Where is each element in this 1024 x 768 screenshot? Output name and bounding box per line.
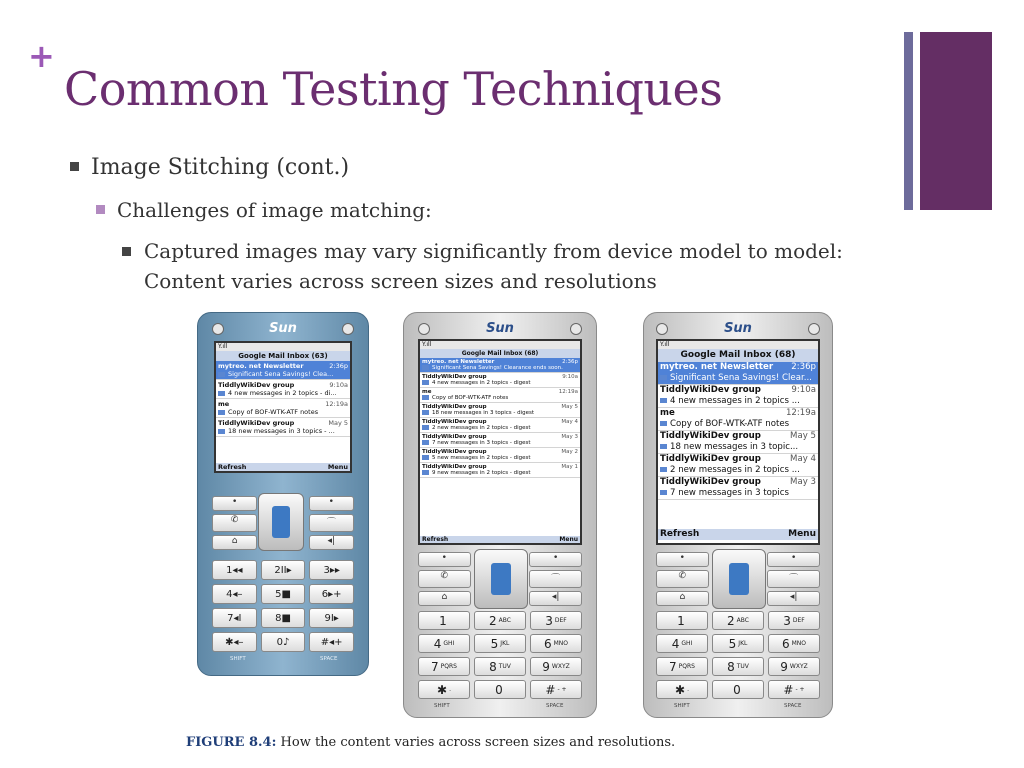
- mail-icon: [422, 455, 429, 460]
- message-time: 9:10a: [562, 374, 578, 380]
- key-digit: 3: [545, 613, 553, 628]
- keypad-key[interactable]: [768, 634, 820, 653]
- message-preview: [422, 395, 578, 401]
- message-list: [658, 362, 818, 500]
- nav-key[interactable]: ◂|: [529, 591, 582, 606]
- phone-screen: [656, 339, 820, 545]
- menu-softkey[interactable]: Menu: [788, 529, 816, 539]
- keypad-key[interactable]: [474, 680, 526, 699]
- key-digit: 2: [489, 613, 497, 628]
- message-time: May 3: [790, 477, 816, 487]
- phone-screen: [418, 339, 582, 545]
- key-digit: 5: [490, 636, 499, 651]
- keypad-key[interactable]: [530, 680, 582, 699]
- bullet-square-icon: [70, 162, 79, 171]
- message-header: [218, 381, 348, 389]
- key-digit: 7: [431, 659, 439, 674]
- nav-key[interactable]: •: [767, 552, 820, 567]
- keypad-key[interactable]: [768, 611, 820, 630]
- phone-screen: [214, 341, 352, 473]
- nav-key[interactable]: ◂|: [767, 591, 820, 606]
- message-header: [660, 431, 816, 442]
- message-sender: TiddlyWikiDev group: [422, 449, 487, 455]
- refresh-softkey[interactable]: Refresh: [422, 536, 449, 543]
- message-snippet: Significant Sena Savings! Clea...: [228, 370, 334, 378]
- message-row[interactable]: [216, 418, 350, 437]
- key-letters: GHI: [681, 640, 693, 647]
- keypad-key[interactable]: [418, 680, 470, 699]
- mail-icon: [660, 421, 667, 426]
- mail-icon: [660, 490, 667, 495]
- key-digit: ✱: [437, 682, 448, 697]
- key-letters: TUV: [736, 663, 749, 670]
- nav-key[interactable]: ✆: [656, 570, 709, 588]
- message-preview: [660, 442, 816, 453]
- message-sender: TiddlyWikiDev group: [422, 464, 487, 470]
- message-time: 9:10a: [329, 381, 348, 389]
- bullet-text: Image Stitching (cont.): [91, 155, 350, 180]
- key-letters: ABC: [498, 617, 511, 624]
- message-time: 9:10a: [791, 385, 816, 395]
- key-digit: 4: [433, 636, 442, 651]
- key-letters: GHI: [443, 640, 455, 647]
- shift-label: SHIFT: [230, 656, 246, 662]
- message-time: 12:19a: [558, 389, 578, 395]
- keypad-key[interactable]: 9I▸: [309, 608, 354, 628]
- message-time: 2:36p: [562, 359, 578, 365]
- message-snippet: 4 new messages in 2 topics - di...: [228, 389, 337, 397]
- message-sender: TiddlyWikiDev group: [218, 381, 295, 389]
- power-icon: [808, 323, 820, 335]
- mail-icon: [422, 440, 429, 445]
- signal-icon: Y.ıll: [216, 343, 350, 351]
- keypad-key[interactable]: [712, 634, 764, 653]
- key-letters: DEF: [792, 617, 805, 624]
- key-letters: DEF: [554, 617, 567, 624]
- message-header: [660, 408, 816, 419]
- message-row[interactable]: [658, 408, 818, 431]
- keypad-key[interactable]: [474, 611, 526, 630]
- keypad-key[interactable]: 5■: [261, 584, 306, 604]
- message-preview: [422, 455, 578, 461]
- message-time: May 5: [328, 419, 348, 427]
- message-preview: [422, 440, 578, 446]
- message-row[interactable]: [420, 433, 580, 448]
- message-snippet: 7 new messages in 3 topics: [670, 488, 789, 498]
- keypad-key[interactable]: [768, 680, 820, 699]
- keypad-key[interactable]: [530, 634, 582, 653]
- message-preview: [660, 419, 816, 430]
- key-letters: WXYZ: [789, 663, 808, 670]
- message-row[interactable]: [420, 418, 580, 433]
- nav-key[interactable]: •: [529, 552, 582, 567]
- key-digit: ✱: [675, 682, 686, 697]
- keypad-key[interactable]: 1◂◂: [212, 560, 257, 580]
- figure-caption-text: How the content varies across screen sizes and resolutions.: [276, 735, 676, 750]
- message-row[interactable]: [216, 361, 350, 380]
- phone-medium-screen: [403, 312, 597, 718]
- slide-title: Common Testing Techniques: [64, 62, 723, 116]
- message-sender: mytreo. net Newsletter: [660, 362, 774, 372]
- message-row[interactable]: [658, 431, 818, 454]
- keypad-key[interactable]: [712, 657, 764, 676]
- key-letters: ABC: [736, 617, 749, 624]
- message-preview: [660, 396, 816, 407]
- sun-logo: Sun: [724, 321, 752, 336]
- mail-icon: [660, 467, 667, 472]
- keypad-key[interactable]: [474, 657, 526, 676]
- key-letters: JKL: [500, 640, 510, 647]
- key-digit: 1: [439, 613, 447, 628]
- keypad-key[interactable]: 3▸▸: [309, 560, 354, 580]
- keypad-key[interactable]: 6▸+: [309, 584, 354, 604]
- phone-small-screen: [197, 312, 369, 676]
- message-preview: [422, 410, 578, 416]
- mail-icon: [422, 425, 429, 430]
- nav-key[interactable]: •: [418, 552, 471, 567]
- message-time: May 1: [561, 464, 578, 470]
- nav-key[interactable]: ◂|: [309, 535, 354, 550]
- message-snippet: 4 new messages in 2 topics ...: [670, 396, 800, 406]
- power-icon: [570, 323, 582, 335]
- key-digit: 4: [671, 636, 680, 651]
- power-icon: [342, 323, 354, 335]
- softkey-bar: [420, 536, 580, 543]
- accent-bar-thin: [904, 32, 913, 210]
- message-time: May 4: [790, 454, 816, 464]
- message-row[interactable]: [420, 388, 580, 403]
- message-header: [660, 477, 816, 488]
- message-preview: [218, 427, 348, 435]
- keypad-key[interactable]: 7◂I: [212, 608, 257, 628]
- keypad-key[interactable]: [768, 657, 820, 676]
- accent-bar-thick: [920, 32, 992, 210]
- message-row[interactable]: [420, 448, 580, 463]
- refresh-softkey[interactable]: Refresh: [218, 463, 247, 471]
- key-digit: #: [783, 682, 794, 697]
- message-time: May 3: [561, 434, 578, 440]
- shift-label: SHIFT: [674, 703, 690, 709]
- key-letters: PQRS: [440, 663, 457, 670]
- keypad-key[interactable]: [656, 680, 708, 699]
- message-preview: [422, 425, 578, 431]
- message-row[interactable]: [420, 463, 580, 478]
- keypad-key[interactable]: [530, 611, 582, 630]
- signal-icon: Y.ıll: [658, 341, 818, 349]
- key-digit: 5: [728, 636, 737, 651]
- nav-key[interactable]: ✆: [212, 514, 257, 532]
- bullet-text: Captured images may vary significantly from device model to model: Content varies across screen sizes and resolutions: [144, 239, 843, 293]
- message-snippet: 2 new messages in 2 topics ...: [670, 465, 800, 475]
- key-digit: 8: [727, 659, 735, 674]
- nav-key[interactable]: •: [212, 496, 257, 511]
- keypad-key[interactable]: [656, 657, 708, 676]
- key-letters: - +: [557, 686, 567, 693]
- message-header: [218, 362, 348, 370]
- message-time: 12:19a: [325, 400, 348, 408]
- space-label: SPACE: [320, 656, 338, 662]
- message-time: May 2: [561, 449, 578, 455]
- keypad-key[interactable]: 2II▸: [261, 560, 306, 580]
- message-sender: TiddlyWikiDev group: [660, 477, 761, 487]
- mail-icon: [422, 410, 429, 415]
- bullet-level-3: [122, 236, 882, 296]
- mail-icon: [660, 375, 667, 380]
- keypad-key[interactable]: 0♪: [261, 632, 306, 652]
- keypad-key[interactable]: [712, 680, 764, 699]
- message-snippet: 18 new messages in 3 topic...: [670, 442, 799, 452]
- key-digit: 9: [780, 659, 788, 674]
- mail-icon: [218, 372, 225, 377]
- message-header: [660, 362, 816, 373]
- mail-icon: [422, 470, 429, 475]
- nav-key[interactable]: ⌂: [212, 535, 257, 550]
- key-digit: 2: [727, 613, 735, 628]
- refresh-softkey[interactable]: Refresh: [660, 529, 700, 539]
- message-snippet: Significant Sena Savings! Clearance ends soon.: [432, 365, 563, 371]
- message-header: [218, 419, 348, 427]
- message-header: [218, 400, 348, 408]
- nav-key[interactable]: ⌒: [529, 570, 582, 588]
- shift-label: SHIFT: [434, 703, 450, 709]
- keypad-key[interactable]: #◂+: [309, 632, 354, 652]
- key-digit: 8: [489, 659, 497, 674]
- keypad-key[interactable]: [418, 657, 470, 676]
- message-header: [660, 385, 816, 396]
- message-time: May 5: [561, 404, 578, 410]
- keypad-key[interactable]: [418, 634, 470, 653]
- message-snippet: 4 new messages in 2 topics - digest: [432, 380, 531, 386]
- message-preview: [422, 380, 578, 386]
- key-digit: 3: [783, 613, 791, 628]
- key-digit: 0: [495, 682, 503, 697]
- message-list: [216, 361, 350, 437]
- keypad-key[interactable]: [656, 611, 708, 630]
- message-preview: [660, 465, 816, 476]
- message-sender: TiddlyWikiDev group: [660, 431, 761, 441]
- menu-softkey[interactable]: Menu: [559, 536, 578, 543]
- key-digit: 9: [542, 659, 550, 674]
- message-sender: TiddlyWikiDev group: [422, 404, 487, 410]
- dpad[interactable]: [258, 493, 304, 551]
- message-time: 12:19a: [785, 408, 816, 418]
- nav-key[interactable]: •: [656, 552, 709, 567]
- message-sender: mytreo. net Newsletter: [422, 359, 495, 365]
- keypad-key[interactable]: [712, 611, 764, 630]
- message-time: 2:36p: [329, 362, 348, 370]
- message-sender: mytreo. net Newsletter: [218, 362, 304, 370]
- message-preview: [218, 370, 348, 378]
- key-letters: JKL: [738, 640, 748, 647]
- nav-key[interactable]: ⌒: [767, 570, 820, 588]
- message-preview: [218, 408, 348, 416]
- message-snippet: Copy of BOF-WTK-ATF notes: [228, 408, 319, 416]
- inbox-title: Google Mail Inbox (68): [658, 349, 818, 362]
- message-sender: TiddlyWikiDev group: [660, 385, 761, 395]
- message-sender: TiddlyWikiDev group: [422, 374, 487, 380]
- keypad-key[interactable]: 4◂–: [212, 584, 257, 604]
- message-row[interactable]: [658, 477, 818, 500]
- message-snippet: 18 new messages in 3 topics - digest: [432, 410, 535, 416]
- title-plus-mark: +: [28, 37, 55, 75]
- softkey-bar: [216, 463, 350, 471]
- keypad-key[interactable]: [474, 634, 526, 653]
- mail-icon: [422, 395, 429, 400]
- message-snippet: Copy of BOF-WTK-ATF notes: [670, 419, 790, 429]
- bullet-square-icon: [122, 247, 131, 256]
- key-digit: 7: [669, 659, 677, 674]
- message-preview: [422, 470, 578, 476]
- bullet-square-icon: [96, 205, 105, 214]
- message-sender: me: [660, 408, 675, 418]
- message-sender: TiddlyWikiDev group: [422, 434, 487, 440]
- message-sender: TiddlyWikiDev group: [660, 454, 761, 464]
- key-letters: - +: [795, 686, 805, 693]
- message-preview: [660, 373, 816, 384]
- message-row[interactable]: [658, 385, 818, 408]
- message-snippet: 7 new messages in 3 topics - digest: [432, 440, 531, 446]
- inbox-title: Google Mail Inbox (68): [420, 349, 580, 358]
- keypad: [656, 611, 820, 699]
- key-letters: .: [687, 686, 689, 693]
- bullet-level-1: [70, 155, 349, 180]
- sun-logo: Sun: [486, 321, 514, 336]
- key-digit: 6: [543, 636, 552, 651]
- mail-icon: [422, 380, 429, 385]
- message-sender: TiddlyWikiDev group: [422, 419, 487, 425]
- mail-icon: [218, 429, 225, 434]
- message-header: [660, 454, 816, 465]
- keypad-key[interactable]: 8■: [261, 608, 306, 628]
- keypad-key[interactable]: [656, 634, 708, 653]
- message-row[interactable]: [420, 373, 580, 388]
- inbox-title: Google Mail Inbox (63): [216, 351, 350, 361]
- mail-icon: [218, 391, 225, 396]
- keypad: [418, 611, 582, 699]
- message-snippet: 2 new messages in 2 topics - digest: [432, 425, 531, 431]
- sun-logo: Sun: [269, 321, 297, 336]
- message-time: May 5: [790, 431, 816, 441]
- key-letters: TUV: [498, 663, 511, 670]
- mail-icon: [218, 410, 225, 415]
- key-letters: MNO: [553, 640, 569, 647]
- keypad: [212, 560, 354, 652]
- figure-caption: [186, 735, 675, 750]
- nav-key[interactable]: ✆: [418, 570, 471, 588]
- key-digit: 1: [677, 613, 685, 628]
- message-snippet: Significant Sena Savings! Clear...: [670, 373, 812, 383]
- key-digit: #: [545, 682, 556, 697]
- message-row[interactable]: [216, 380, 350, 399]
- key-digit: 6: [781, 636, 790, 651]
- message-snippet: 9 new messages in 2 topics - digest: [432, 470, 531, 476]
- message-sender: me: [218, 400, 230, 408]
- message-preview: [660, 488, 816, 499]
- key-letters: PQRS: [678, 663, 695, 670]
- mail-icon: [422, 365, 429, 370]
- key-letters: MNO: [791, 640, 807, 647]
- message-time: 2:36p: [791, 362, 816, 372]
- dpad[interactable]: [712, 549, 766, 609]
- message-sender: TiddlyWikiDev group: [218, 419, 295, 427]
- figure-label: FIGURE 8.4:: [186, 735, 277, 750]
- space-label: SPACE: [546, 703, 564, 709]
- nav-key[interactable]: ⌂: [418, 591, 471, 606]
- dpad[interactable]: [474, 549, 528, 609]
- message-row[interactable]: [658, 454, 818, 477]
- bullet-text: Challenges of image matching:: [117, 198, 432, 222]
- message-preview: [422, 365, 578, 371]
- message-row[interactable]: [420, 403, 580, 418]
- keypad-key[interactable]: ✱◂–: [212, 632, 257, 652]
- mail-icon: [660, 444, 667, 449]
- softkey-bar: [658, 529, 818, 540]
- mail-icon: [660, 398, 667, 403]
- menu-softkey[interactable]: Menu: [327, 463, 348, 471]
- message-preview: [218, 389, 348, 397]
- nav-key[interactable]: ⌂: [656, 591, 709, 606]
- space-label: SPACE: [784, 703, 802, 709]
- message-row[interactable]: [658, 362, 818, 385]
- signal-icon: Y.ıll: [420, 341, 580, 349]
- phone-large-font: [643, 312, 833, 718]
- message-row[interactable]: [216, 399, 350, 418]
- key-letters: .: [449, 686, 451, 693]
- nav-key[interactable]: ⌒: [309, 514, 354, 532]
- message-snippet: Copy of BOF-WTK-ATF notes: [432, 395, 509, 401]
- key-letters: WXYZ: [551, 663, 570, 670]
- keypad-key[interactable]: [418, 611, 470, 630]
- nav-key[interactable]: •: [309, 496, 354, 511]
- message-snippet: 18 new messages in 3 topics - ...: [228, 427, 335, 435]
- message-sender: me: [422, 389, 432, 395]
- message-time: May 4: [561, 419, 578, 425]
- keypad-key[interactable]: [530, 657, 582, 676]
- message-list: [420, 358, 580, 478]
- bullet-level-2: [96, 198, 432, 222]
- message-snippet: 5 new messages in 2 topics - digest: [432, 455, 531, 461]
- key-digit: 0: [733, 682, 741, 697]
- message-row[interactable]: [420, 358, 580, 373]
